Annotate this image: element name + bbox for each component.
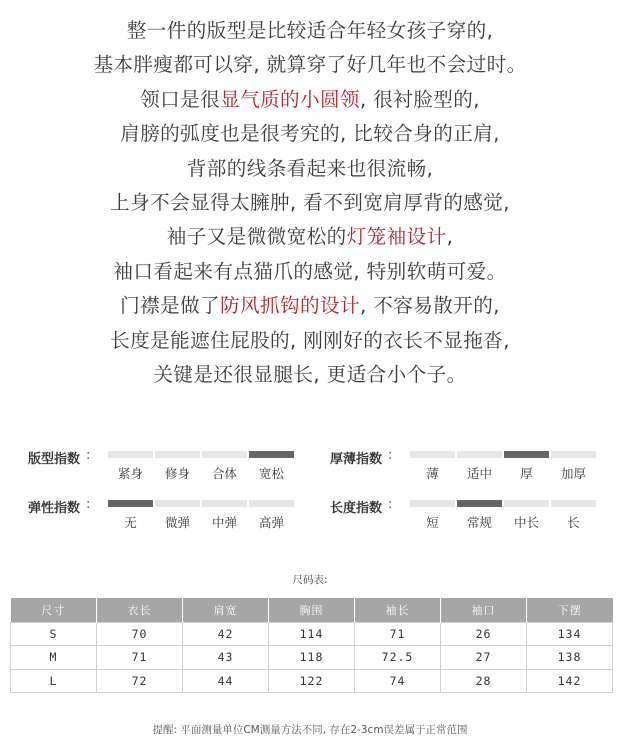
elasticity-index-scale	[108, 500, 296, 531]
thickness-option-1	[457, 451, 502, 482]
size-chart-header-row	[11, 598, 613, 622]
thickness-option-2	[504, 451, 549, 482]
fit-option-2	[202, 451, 247, 482]
description-text: , 不容易散开的,	[360, 294, 500, 318]
length-option-2	[504, 500, 549, 531]
fit-option-3	[249, 451, 294, 482]
thickness-option-3	[551, 451, 596, 482]
index-option-label: 合体	[211, 466, 237, 481]
table-cell: 26	[441, 622, 527, 646]
index-bar	[155, 451, 200, 458]
thickness-index-scale	[410, 451, 598, 482]
table-cell: 74	[355, 669, 441, 693]
table-cell: 122	[269, 669, 355, 693]
table-cell: 28	[441, 669, 527, 693]
table-row	[11, 669, 613, 693]
length-index-label: 长度指数	[330, 501, 383, 516]
table-cell: L	[11, 669, 97, 693]
description-line	[0, 289, 620, 323]
description-text: 领口是很	[140, 87, 221, 111]
description-line	[0, 14, 620, 48]
description-line	[0, 117, 620, 151]
description-text: 袖口看起来有点猫爪的感觉, 特别软萌可爱。	[113, 259, 507, 283]
table-cell: S	[11, 622, 97, 646]
index-option-label: 无	[124, 515, 137, 530]
thickness-index-label: 厚薄指数	[330, 452, 383, 467]
description-text: 门襟是做了	[120, 294, 221, 318]
table-cell: M	[11, 646, 97, 670]
index-bar-selected	[108, 500, 153, 507]
length-option-1	[457, 500, 502, 531]
table-row	[11, 622, 613, 646]
index-option-label: 紧身	[117, 466, 143, 481]
index-bar	[551, 451, 596, 458]
length-index-colon: :	[388, 497, 393, 512]
description-text: 整一件的版型是比较适合年轻女孩子穿的,	[126, 19, 494, 42]
table-cell: 71	[355, 622, 441, 646]
description-text: 关键是还很显腿长, 更适合小个子。	[153, 362, 467, 386]
index-option-label: 中长	[513, 515, 539, 530]
description-text: 长度是能遮住屁股的, 刚刚好的衣长不显拖沓,	[110, 328, 510, 352]
index-option-label: 短	[426, 515, 439, 530]
table-cell: 138	[527, 646, 613, 670]
index-option-label: 长	[567, 515, 580, 530]
index-option-label: 微弹	[164, 515, 190, 530]
table-cell: 70	[97, 622, 183, 646]
fit-option-1	[155, 451, 200, 482]
description-line	[0, 83, 620, 117]
product-description	[0, 14, 620, 392]
size-chart-body	[11, 622, 613, 693]
index-bar	[108, 451, 153, 458]
index-bar-selected	[504, 451, 549, 458]
index-bar	[202, 451, 247, 458]
index-option-label: 宽松	[258, 466, 284, 481]
size-chart-header-cell: 肩宽	[183, 598, 269, 622]
table-row	[11, 646, 613, 670]
index-option-label: 中弹	[211, 515, 237, 530]
size-chart-header-cell: 袖口	[441, 598, 527, 622]
index-bar	[504, 500, 549, 507]
elasticity-option-2	[202, 500, 247, 531]
index-option-label: 高弹	[258, 515, 284, 530]
description-line	[0, 324, 620, 358]
table-cell: 71	[97, 646, 183, 670]
index-bar	[202, 500, 247, 507]
measurement-note: 提醒: 平面测量单位CM测量方法不同, 存在2-3cm误差属于正常范围	[152, 724, 468, 736]
table-cell: 118	[269, 646, 355, 670]
description-text: 上身不会显得太臃肿, 看不到宽肩厚背的感觉,	[110, 190, 510, 214]
elasticity-option-3	[249, 500, 294, 531]
description-text: ,	[446, 225, 454, 249]
size-chart-table	[10, 598, 613, 693]
description-line	[0, 48, 620, 82]
thickness-index-colon: :	[388, 448, 393, 463]
elasticity-option-1	[155, 500, 200, 531]
size-chart-header-cell: 袖长	[355, 598, 441, 622]
description-line	[0, 255, 620, 289]
description-text: 袖子又是微微宽松的	[166, 225, 347, 249]
length-index-scale	[410, 500, 598, 531]
table-cell: 42	[183, 622, 269, 646]
elasticity-index-label: 弹性指数	[28, 501, 81, 516]
length-option-3	[551, 500, 596, 531]
highlight-text: 灯笼袖设计	[346, 225, 447, 249]
size-chart-header-cell: 下摆	[527, 598, 613, 622]
table-cell: 114	[269, 622, 355, 646]
table-cell: 134	[527, 622, 613, 646]
length-option-0	[410, 500, 455, 531]
table-cell: 44	[183, 669, 269, 693]
description-line	[0, 152, 620, 186]
index-bar	[410, 500, 455, 507]
highlight-text: 显气质的小圆领	[220, 87, 361, 111]
index-option-label: 常规	[466, 515, 492, 530]
index-bar-selected	[249, 451, 294, 458]
size-chart-title: 尺码表:	[292, 574, 328, 586]
table-cell: 27	[441, 646, 527, 670]
index-option-label: 加厚	[560, 466, 586, 481]
table-cell: 72	[97, 669, 183, 693]
elasticity-index-colon: :	[86, 497, 91, 512]
index-bar	[155, 500, 200, 507]
index-bar-selected	[457, 500, 502, 507]
thickness-option-0	[410, 451, 455, 482]
highlight-text: 防风抓钩的设计	[220, 294, 361, 318]
index-bar	[249, 500, 294, 507]
fit-option-0	[108, 451, 153, 482]
index-option-label: 厚	[520, 466, 533, 481]
fit-index-scale	[108, 451, 296, 482]
fit-index-label: 版型指数	[28, 452, 81, 467]
size-chart-header-cell: 衣长	[97, 598, 183, 622]
index-bar	[410, 451, 455, 458]
index-option-label: 薄	[426, 466, 439, 481]
description-line	[0, 186, 620, 220]
description-text: 肩膀的弧度也是很考究的, 比较合身的正肩,	[120, 122, 500, 146]
size-chart-header-cell: 尺寸	[11, 598, 97, 622]
table-cell: 72.5	[355, 646, 441, 670]
description-text: 基本胖瘦都可以穿, 就算穿了好几年也不会过时。	[93, 53, 527, 77]
description-line	[0, 220, 620, 254]
description-line	[0, 358, 620, 392]
description-text: 背部的线条看起来也很流畅,	[186, 156, 434, 180]
index-option-label: 修身	[164, 466, 190, 481]
size-chart-header-cell: 胸围	[269, 598, 355, 622]
index-bar	[551, 500, 596, 507]
table-cell: 142	[527, 669, 613, 693]
table-cell: 43	[183, 646, 269, 670]
description-text: , 很衬脸型的,	[360, 87, 480, 111]
index-option-label: 适中	[466, 466, 492, 481]
elasticity-option-0	[108, 500, 153, 531]
index-bar	[457, 451, 502, 458]
fit-index-colon: :	[86, 448, 91, 463]
